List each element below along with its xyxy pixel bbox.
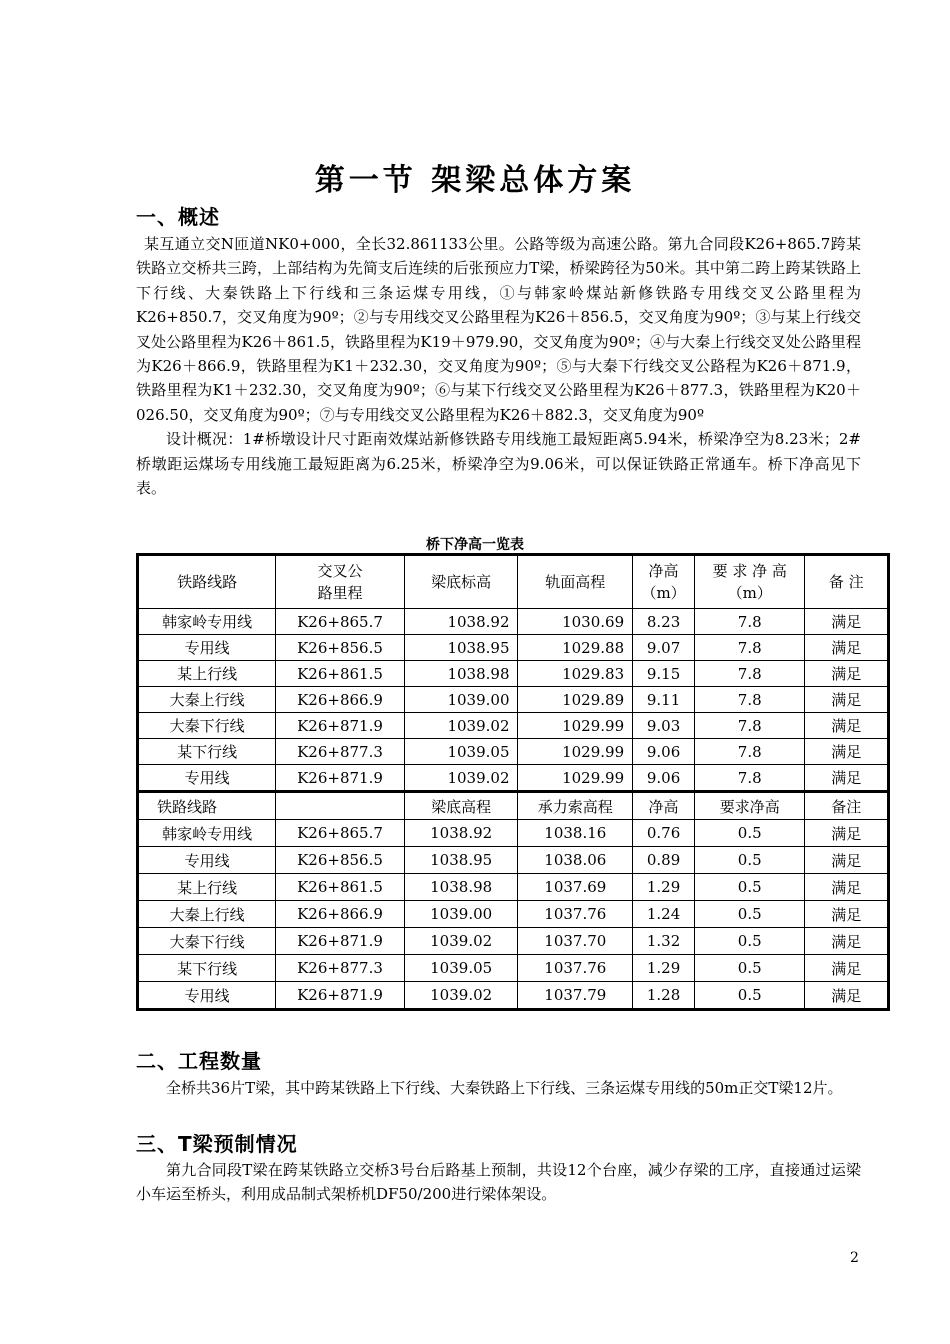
table-cell: 1038.92 [404, 609, 518, 635]
table-cell: 0.5 [694, 955, 804, 982]
table-cell: 8.23 [633, 609, 695, 635]
table-cell: 1039.02 [404, 928, 518, 955]
table-cell: K26+877.3 [276, 955, 405, 982]
table-cell: 1039.00 [404, 901, 518, 928]
table-cell: K26+866.9 [276, 901, 405, 928]
table-cell: 1.32 [633, 928, 695, 955]
table-header-cell [276, 792, 405, 820]
table-cell: 大秦上行线 [138, 901, 276, 928]
table-cell: 1038.06 [518, 847, 633, 874]
clearance-table-body [138, 555, 889, 1010]
table-cell: 1029.99 [518, 739, 633, 765]
table-cell: 1037.76 [518, 955, 633, 982]
table-cell: 韩家岭专用线 [138, 820, 276, 847]
table-cell: 0.5 [694, 928, 804, 955]
table-cell: 满足 [805, 928, 889, 955]
table-cell: 某下行线 [138, 955, 276, 982]
table-cell: 7.8 [694, 765, 804, 792]
table-row [138, 661, 889, 687]
table-header-cell: 备 注 [805, 555, 889, 609]
table-cell: 专用线 [138, 847, 276, 874]
table-row [138, 687, 889, 713]
table-cell: K26+871.9 [276, 928, 405, 955]
design-paragraph: 设计概况：1#桥墩设计尺寸距南效煤站新修铁路专用线施工最短距离5.94米，桥梁净空为8.23米；2#桥墩距运煤场专用线施工最短距离为6.25米，桥梁净空为9.06米，可以保证铁路正常通车。桥下净高见下表。 [136, 430, 861, 498]
overview-text [136, 232, 861, 500]
table-header-cell: 要求净高 [694, 792, 804, 820]
table-row [138, 874, 889, 901]
table-cell: 大秦上行线 [138, 687, 276, 713]
table-cell: 1039.00 [404, 687, 518, 713]
table-row [138, 982, 889, 1010]
table-cell: 1030.69 [518, 609, 633, 635]
table-cell: 9.03 [633, 713, 695, 739]
table-header-cell: 铁路线路 [138, 792, 276, 820]
table-cell: 1029.83 [518, 661, 633, 687]
table-row [138, 765, 889, 792]
table-cell: 满足 [805, 739, 889, 765]
table-row [138, 928, 889, 955]
table-cell: 满足 [805, 713, 889, 739]
table-cell: 9.15 [633, 661, 695, 687]
table-cell: 专用线 [138, 982, 276, 1010]
precast-text [136, 1158, 861, 1207]
table-header-cell: 净高 [633, 792, 695, 820]
table-cell: 1.24 [633, 901, 695, 928]
table-cell: 满足 [805, 687, 889, 713]
table-cell: 满足 [805, 982, 889, 1010]
precast-paragraph: 第九合同段T梁在跨某铁路立交桥3号台后路基上预制，共设12个台座，减少存梁的工序，直接通过运梁小车运至桥头，利用成品制式架桥机DF50/200进行梁体架设。 [136, 1161, 861, 1204]
quantity-paragraph: 全桥共36片T梁，其中跨某铁路上下行线、大秦铁路上下行线、三条运煤专用线的50m正交T梁12片。 [166, 1079, 843, 1097]
table-cell: 9.06 [633, 739, 695, 765]
table-cell: K26+865.7 [276, 609, 405, 635]
table-cell: 1039.02 [404, 982, 518, 1010]
table-cell: K26+856.5 [276, 847, 405, 874]
table-cell: 满足 [805, 820, 889, 847]
table-cell: K26+866.9 [276, 687, 405, 713]
table-cell: 大秦下行线 [138, 713, 276, 739]
table-cell: 1037.70 [518, 928, 633, 955]
table-cell: 0.5 [694, 874, 804, 901]
table-cell: 1029.99 [518, 765, 633, 792]
table-cell: 某上行线 [138, 874, 276, 901]
table-cell: 满足 [805, 661, 889, 687]
quantity-text [136, 1076, 861, 1100]
table-cell: 某下行线 [138, 739, 276, 765]
overview-paragraph: 某互通立交N匝道NK0+000，全长32.861133公里。公路等级为高速公路。第九合同段K26+865.7跨某铁路立交桥共三跨，上部结构为先简支后连续的后张预应力T梁，桥梁跨径为50米。其中第二跨上跨某铁路上下行线、大秦铁路上下行线和三条运煤专用线，①与韩家岭煤站新修铁路专用线交叉公路里程为K26+850.7，交叉角度为90º；②与专用线交叉公路里程为K26＋856.5，交叉角度为90º；③与某上行线交叉处公路里程为K26＋861.5，铁路里程为K19＋979.90，交叉角度为90º；④与大秦上行线交叉处公路里程为K26＋866.9，铁路里程为K1＋232.30，交叉角度为90º；⑤与大秦下行线交叉公路程为K26＋871.9，铁路里程为K1＋232.30，交叉角度为90º；⑥与某下行线交叉公路里程为K26＋877.3，铁路里程为K20＋026.50，交叉角度为90º；⑦与专用线交叉公路里程为K26＋882.3，交叉角度为90º [136, 235, 861, 424]
table-cell: 1029.88 [518, 635, 633, 661]
table-cell: 专用线 [138, 635, 276, 661]
table-cell: 1038.92 [404, 820, 518, 847]
table-cell: 专用线 [138, 765, 276, 792]
table-row [138, 901, 889, 928]
table-row [138, 609, 889, 635]
table-cell: 0.5 [694, 901, 804, 928]
table-cell: 7.8 [694, 609, 804, 635]
table-cell: K26+865.7 [276, 820, 405, 847]
table-cell: K26+871.9 [276, 713, 405, 739]
table-cell: 1038.98 [404, 661, 518, 687]
table-cell: 7.8 [694, 635, 804, 661]
table-cell: 0.5 [694, 820, 804, 847]
table-cell: 满足 [805, 635, 889, 661]
table-row [138, 820, 889, 847]
table-cell: 0.5 [694, 982, 804, 1010]
table-cell: 9.11 [633, 687, 695, 713]
table-header-row [138, 555, 889, 609]
clearance-table [136, 553, 890, 1011]
table-cell: K26+877.3 [276, 739, 405, 765]
table-header-cell: 交叉公 路里程 [276, 555, 405, 609]
table-cell: 0.76 [633, 820, 695, 847]
table-header-cell: 承力索高程 [518, 792, 633, 820]
table-cell: 满足 [805, 847, 889, 874]
table-header-cell: 梁底标高 [404, 555, 518, 609]
table-header-cell: 梁底高程 [404, 792, 518, 820]
table-cell: 1039.05 [404, 955, 518, 982]
table-cell: 满足 [805, 955, 889, 982]
table-cell: 9.07 [633, 635, 695, 661]
table-cell: 满足 [805, 901, 889, 928]
table-cell: 1.29 [633, 874, 695, 901]
table-cell: K26+871.9 [276, 765, 405, 792]
table-cell: 1039.02 [404, 765, 518, 792]
table-cell: 大秦下行线 [138, 928, 276, 955]
table-cell: 1.29 [633, 955, 695, 982]
page-number: 2 [850, 1250, 859, 1266]
table-cell: 某上行线 [138, 661, 276, 687]
table-cell: 1039.02 [404, 713, 518, 739]
section-heading-overview: 一、概述 [136, 205, 220, 229]
table-cell: 0.89 [633, 847, 695, 874]
section-heading-precast: 三、T梁预制情况 [136, 1132, 298, 1156]
table-caption: 桥下净高一览表 [426, 537, 524, 553]
table-row [138, 635, 889, 661]
table-header-row [138, 792, 889, 820]
table-cell: K26+861.5 [276, 874, 405, 901]
table-cell: 韩家岭专用线 [138, 609, 276, 635]
page-title: 第一节 架梁总体方案 [314, 163, 636, 198]
table-cell: 1.28 [633, 982, 695, 1010]
table-cell: 满足 [805, 765, 889, 792]
table-cell: 满足 [805, 874, 889, 901]
table-cell: 1037.79 [518, 982, 633, 1010]
section-heading-quantity: 二、工程数量 [136, 1049, 262, 1073]
table-cell: 0.5 [694, 847, 804, 874]
table-cell: 1039.05 [404, 739, 518, 765]
table-row [138, 955, 889, 982]
table-cell: 1038.98 [404, 874, 518, 901]
table-cell: 7.8 [694, 713, 804, 739]
table-header-cell: 净高 （m） [633, 555, 695, 609]
table-cell: K26+856.5 [276, 635, 405, 661]
table-cell: 9.06 [633, 765, 695, 792]
table-row [138, 739, 889, 765]
table-row [138, 713, 889, 739]
table-header-cell: 轨面高程 [518, 555, 633, 609]
table-cell: 1029.99 [518, 713, 633, 739]
table-header-cell: 备注 [805, 792, 889, 820]
table-cell: 1038.16 [518, 820, 633, 847]
table-cell: 1029.89 [518, 687, 633, 713]
table-header-cell: 铁路线路 [138, 555, 276, 609]
table-cell: 7.8 [694, 739, 804, 765]
table-cell: K26+871.9 [276, 982, 405, 1010]
table-header-cell: 要 求 净 高 （m） [694, 555, 804, 609]
table-cell: K26+861.5 [276, 661, 405, 687]
table-cell: 7.8 [694, 687, 804, 713]
table-row [138, 847, 889, 874]
table-cell: 1038.95 [404, 635, 518, 661]
table-cell: 满足 [805, 609, 889, 635]
table-cell: 1038.95 [404, 847, 518, 874]
table-cell: 1037.76 [518, 901, 633, 928]
table-cell: 7.8 [694, 661, 804, 687]
table-cell: 1037.69 [518, 874, 633, 901]
